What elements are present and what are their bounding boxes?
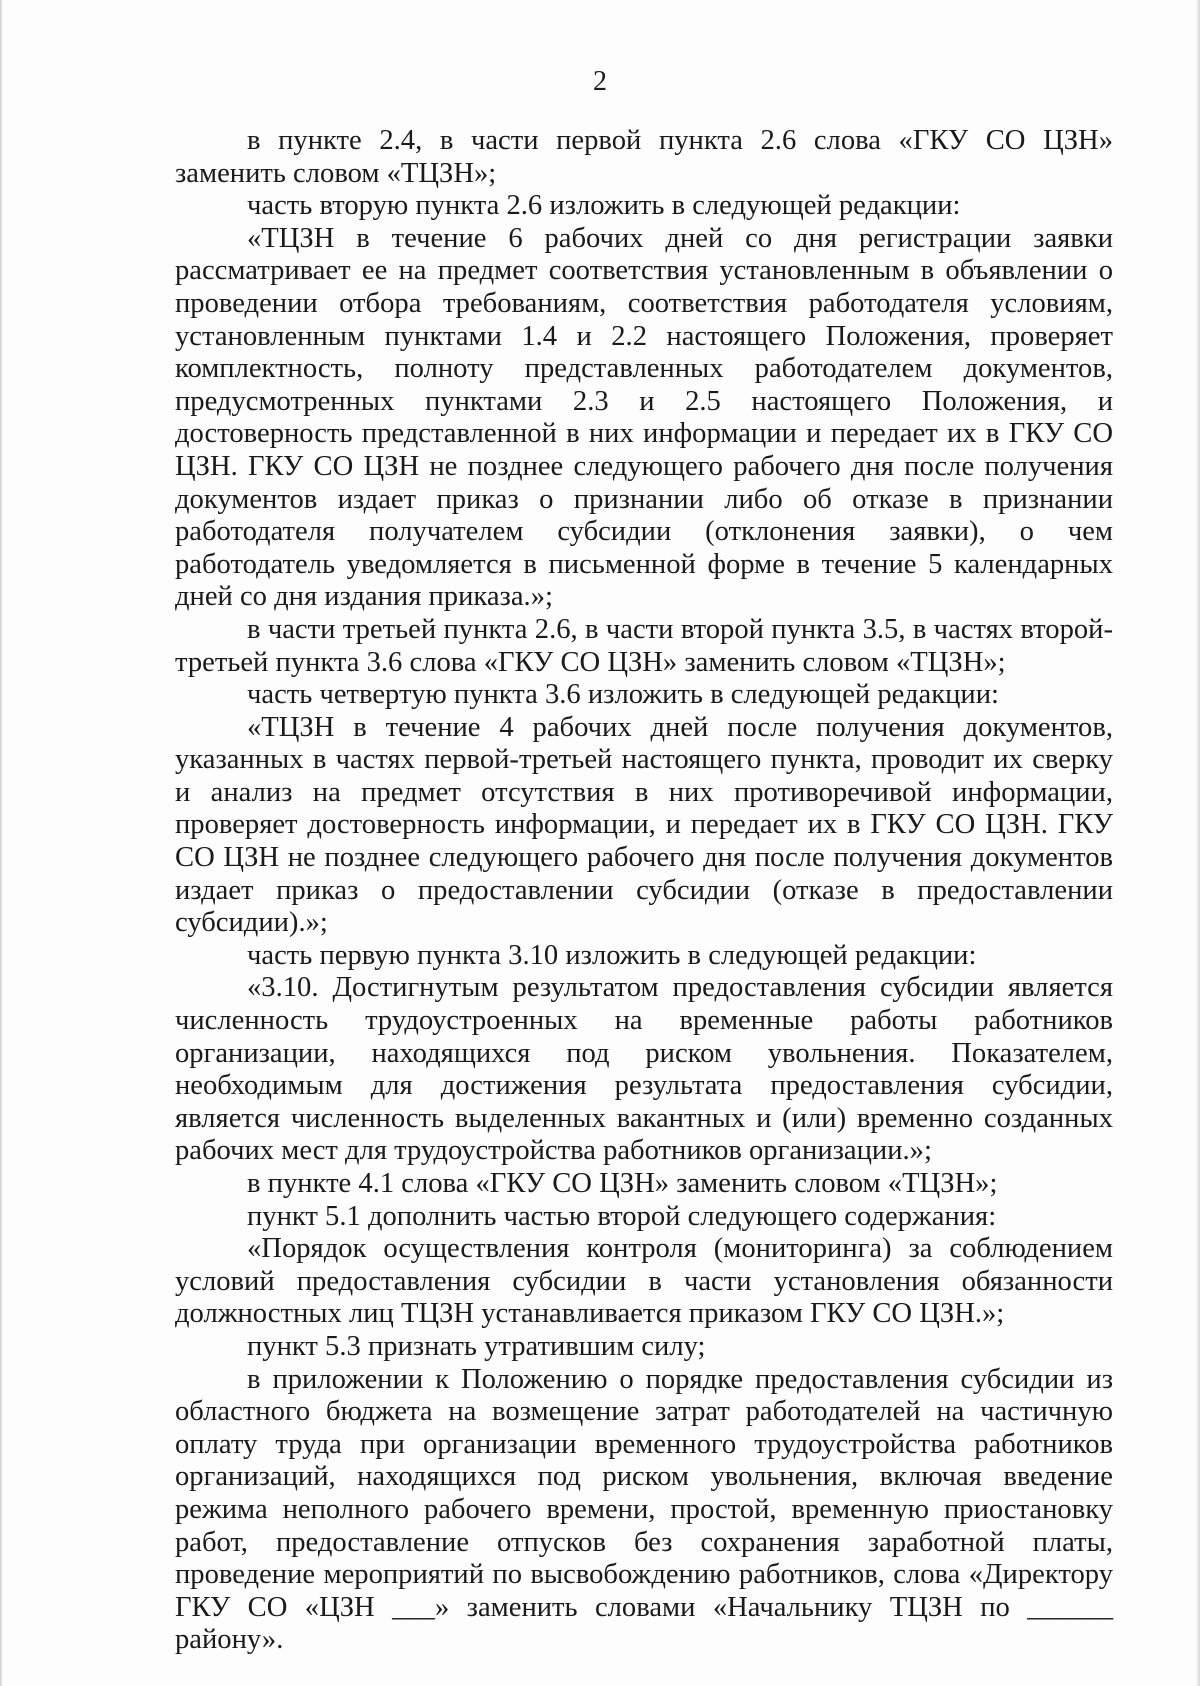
paragraph-instruction-5-1: пункт 5.1 дополнить частью второй следующего содержания: bbox=[247, 1200, 997, 1232]
paragraph-new-text-5-1: «Порядок осуществления контроля (мониторинга) за соблюдением условий предоставления субсидии в части установления обязанности должностных лиц ТЦЗН устанавливается приказом ГКУ СО ЦЗН.»; bbox=[175, 1233, 1113, 1330]
paragraph-amend-2-4: в пункте 2.4, в части первой пункта 2.6 слова «ГКУ СО ЦЗН» заменить словом «ТЦЗН»; bbox=[175, 125, 1113, 189]
paragraph-instruction-3-10: часть первую пункта 3.10 изложить в следующей редакции: bbox=[247, 939, 977, 971]
document-body bbox=[175, 125, 1113, 1657]
paragraph-new-text-2-6: «ТЦЗН в течение 6 рабочих дней со дня регистрации заявки рассматривает ее на предмет соответствия установленным в объявлении о проведении отбора требованиям, соответствия работодателя условиям, установленным пунктами 1.4 и 2.2 настоящего Положения, проверяет комплектность, полноту представленных работодателем документов, предусмотренных пунктами 2.3 и 2.5 настоящего Положения, и достоверность представленной в них информации и передает их в ГКУ СО ЦЗН. ГКУ СО ЦЗН не позднее следующего рабочего дня после получения документов издает приказ о признании либо об отказе в признании работодателя получателем субсидии (отклонения заявки), о чем работодатель уведомляется в письменной форме в течение 5 календарных дней со дня издания приказа.»; bbox=[175, 222, 1113, 613]
paragraph-new-text-3-6: «ТЦЗН в течение 4 рабочих дней после получения документов, указанных в частях первой-третьей настоящего пункта, проводит их сверку и анализ на предмет отсутствия в них противоречивой информации, проверяет достоверность информации, и передает их в ГКУ СО ЦЗН. ГКУ СО ЦЗН не позднее следующего рабочего дня после получения документов издает приказ о предоставлении субсидии (отказе в предоставлении субсидии).»; bbox=[175, 711, 1113, 939]
scan-edge-right bbox=[1196, 0, 1200, 1686]
paragraph-appendix-amendment: в приложении к Положению о порядке предоставления субсидии из областного бюджета на возмещение затрат работодателей на частичную оплату труда при организации временного трудоустройства работников организаций, находящихся под риском увольнения, включая введение режима неполного рабочего времени, простой, временную приостановку работ, предоставление отпусков без сохранения заработной платы, проведение мероприятий по высвобождению работников, слова «Директору ГКУ СО «ЦЗН ___» заменить словами «Начальнику ТЦЗН по ______ району». bbox=[175, 1363, 1113, 1656]
paragraph-amend-4-1: в пункте 4.1 слова «ГКУ СО ЦЗН» заменить словом «ТЦЗН»; bbox=[247, 1168, 998, 1199]
page-number: 2 bbox=[593, 66, 607, 97]
paragraph-new-text-3-10: «3.10. Достигнутым результатом предоставления субсидии является численность трудоустроенных на временные работы работников организации, находящихся под риском увольнения. Показателем, необходимым для достижения результата предоставления субсидии, является численность выделенных вакантных и (или) временно созданных рабочих мест для трудоустройства работников организации.»; bbox=[175, 972, 1113, 1167]
scan-edge-left bbox=[0, 0, 3, 1686]
paragraph-repeal-5-3: пункт 5.3 признать утратившим силу; bbox=[247, 1330, 706, 1362]
paragraph-instruction-3-6: часть четвертую пункта 3.6 изложить в следующей редакции: bbox=[247, 679, 999, 711]
paragraph-amend-2-6-3-5-3-6: в части третьей пункта 2.6, в части второй пункта 3.5, в частях второй-третьей пункта 3.6 слова «ГКУ СО ЦЗН» заменить словом «ТЦЗН»; bbox=[175, 613, 1113, 678]
paragraph-instruction-2-6: часть вторую пункта 2.6 изложить в следующей редакции: bbox=[247, 190, 961, 222]
